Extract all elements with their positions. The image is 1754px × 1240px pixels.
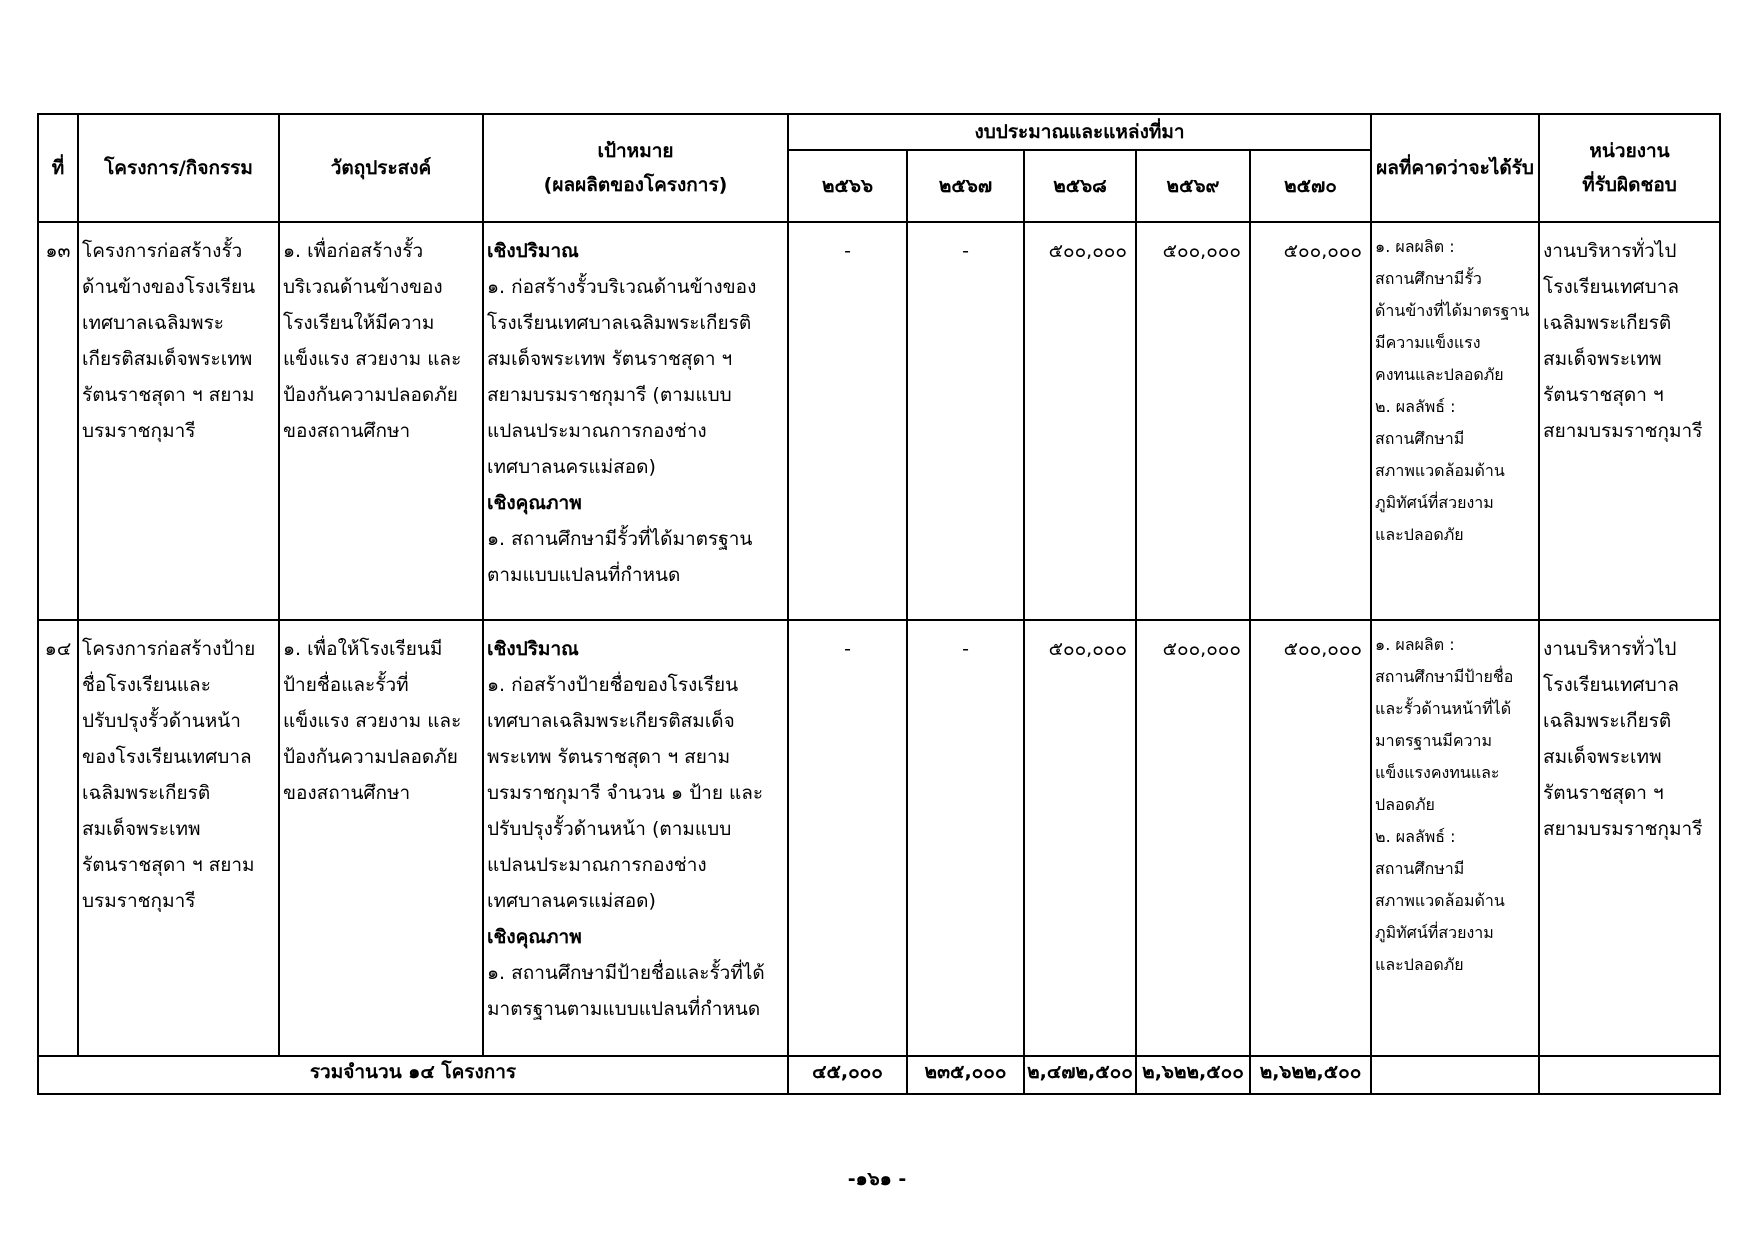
total-row [38, 1056, 1720, 1094]
text-line: งานบริหารทั่วไป [1543, 240, 1677, 262]
row-number: ๑๔ [38, 620, 78, 1056]
text-line: ชื่อโรงเรียนและ [82, 674, 211, 696]
text-line: พระเทพ รัตนราชสุดา ฯ สยาม [487, 746, 731, 768]
project-name [78, 222, 279, 620]
text-line: มาตรฐานมีความ [1375, 731, 1493, 750]
text-line: ป้องกันความปลอดภัย [283, 746, 458, 768]
header-budget: งบประมาณและแหล่งที่มา [788, 114, 1371, 150]
text-line: รัตนราชสุดา ฯ [1543, 782, 1664, 804]
text-line: ป้ายชื่อและรั้วที่ [283, 674, 409, 696]
text-line: ๑. เพื่อให้โรงเรียนมี [283, 638, 443, 660]
quality-heading: เชิงคุณภาพ [487, 492, 582, 514]
header-year: ๒๕๗๐ [1250, 150, 1371, 222]
text-line: ปรับปรุงรั้วด้านหน้า (ตามแบบ [487, 818, 732, 840]
budget-cell: - [788, 620, 907, 1056]
budget-cell: - [907, 222, 1024, 620]
text-line: ๒. ผลลัพธ์ : [1375, 397, 1456, 416]
row-number: ๑๓ [38, 222, 78, 620]
header-expected: ผลที่คาดว่าจะได้รับ [1371, 114, 1539, 222]
header-objective: วัตถุประสงค์ [279, 114, 483, 222]
header-project: โครงการ/กิจกรรม [78, 114, 279, 222]
expected-result [1371, 222, 1539, 620]
text-line: ตามแบบแปลนที่กำหนด [487, 564, 681, 586]
text-line: บรมราชกุมารี [82, 420, 196, 442]
text-line: ๑. ก่อสร้างป้ายชื่อของโรงเรียน [487, 674, 739, 696]
text-line: เทศบาลนครแม่สอด) [487, 456, 656, 478]
header-target [483, 114, 788, 222]
text-line: เทศบาลนครแม่สอด) [487, 890, 656, 912]
total-value: ๔๕,๐๐๐ [788, 1056, 907, 1094]
header-no: ที่ [38, 114, 78, 222]
target [483, 222, 788, 620]
budget-cell: ๕๐๐,๐๐๐ [1136, 620, 1250, 1056]
text-line: ๑. สถานศึกษามีรั้วที่ได้มาตรฐาน [487, 528, 753, 550]
text-line: คงทนและปลอดภัย [1375, 365, 1504, 384]
quantity-heading: เชิงปริมาณ [487, 638, 579, 660]
text-line: แข็งแรง สวยงาม และ [283, 348, 462, 370]
text-line: แข็งแรงคงทนและ [1375, 763, 1500, 782]
target [483, 620, 788, 1056]
responsible-unit [1539, 620, 1720, 1056]
text-line: สยามบรมราชกุมารี (ตามแบบ [487, 384, 732, 406]
text-line: สถานศึกษามี [1375, 859, 1465, 878]
text-line: โรงเรียนให้มีความ [283, 312, 435, 334]
total-value: ๒,๖๒๒,๕๐๐ [1136, 1056, 1250, 1094]
text-line: เทศบาลเฉลิมพระ [82, 312, 224, 334]
budget-cell: ๕๐๐,๐๐๐ [1250, 222, 1371, 620]
text-line: สถานศึกษามี [1375, 429, 1465, 448]
text-line: เฉลิมพระเกียรติ [1543, 312, 1672, 334]
text-line: ๑. ก่อสร้างรั้วบริเวณด้านข้างของ [487, 276, 757, 298]
text-line: ป้องกันความปลอดภัย [283, 384, 458, 406]
text-line: ๒. ผลลัพธ์ : [1375, 827, 1456, 846]
text-line: แปลนประมาณการกองช่าง [487, 420, 707, 442]
header-year: ๒๕๖๖ [788, 150, 907, 222]
header-unit-line1: หน่วยงาน [1589, 140, 1670, 162]
budget-cell: - [788, 222, 907, 620]
expected-result [1371, 620, 1539, 1056]
header-year: ๒๕๖๙ [1136, 150, 1250, 222]
responsible-unit [1539, 222, 1720, 620]
total-value: ๒๓๕,๐๐๐ [907, 1056, 1024, 1094]
text-line: โครงการก่อสร้างรั้ว [82, 240, 243, 262]
quality-heading: เชิงคุณภาพ [487, 926, 582, 948]
header-target-line1: เป้าหมาย [597, 140, 674, 162]
text-line: เทศบาลเฉลิมพระเกียรติสมเด็จ [487, 710, 735, 732]
header-year: ๒๕๖๗ [907, 150, 1024, 222]
text-line: งานบริหารทั่วไป [1543, 638, 1677, 660]
total-label: รวมจำนวน ๑๔ โครงการ [38, 1056, 788, 1094]
text-line: และปลอดภัย [1375, 525, 1464, 544]
page-number: -๑๖๑ - [847, 1168, 907, 1190]
table-row [38, 222, 1720, 620]
text-line: และปลอดภัย [1375, 955, 1464, 974]
text-line: สมเด็จพระเทพ รัตนราชสุดา ฯ [487, 348, 733, 370]
text-line: รัตนราชสุดา ฯ สยาม [82, 854, 255, 876]
header-target-line2: (ผลผลิตของโครงการ) [543, 174, 728, 196]
budget-cell: ๕๐๐,๐๐๐ [1250, 620, 1371, 1056]
text-line: ปรับปรุงรั้วด้านหน้า [82, 710, 241, 732]
budget-cell: - [907, 620, 1024, 1056]
text-line: สถานศึกษามีรั้ว [1375, 269, 1482, 288]
text-line: ด้านข้างที่ได้มาตรฐาน [1375, 301, 1530, 320]
text-line: รัตนราชสุดา ฯ [1543, 384, 1664, 406]
text-line: สถานศึกษามีป้ายชื่อ [1375, 667, 1514, 686]
budget-cell: ๕๐๐,๐๐๐ [1024, 620, 1136, 1056]
text-line: เฉลิมพระเกียรติ [82, 782, 211, 804]
quantity-heading: เชิงปริมาณ [487, 240, 579, 262]
total-empty-cell [1539, 1056, 1720, 1094]
text-line: สมเด็จพระเทพ [1543, 746, 1662, 768]
objective [279, 222, 483, 620]
project-name [78, 620, 279, 1056]
objective [279, 620, 483, 1056]
total-value: ๒,๔๗๒,๕๐๐ [1024, 1056, 1136, 1094]
text-line: สภาพแวดล้อมด้าน [1375, 461, 1505, 480]
text-line: รัตนราชสุดา ฯ สยาม [82, 384, 255, 406]
text-line: ของโรงเรียนเทศบาล [82, 746, 252, 768]
total-empty-cell [1371, 1056, 1539, 1094]
header-unit [1539, 114, 1720, 222]
text-line: สมเด็จพระเทพ [82, 818, 201, 840]
table-row [38, 620, 1720, 1056]
text-line: สยามบรมราชกุมารี [1543, 420, 1703, 442]
text-line: เฉลิมพระเกียรติ [1543, 710, 1672, 732]
text-line: โรงเรียนเทศบาลเฉลิมพระเกียรติ [487, 312, 752, 334]
text-line: โรงเรียนเทศบาล [1543, 674, 1679, 696]
project-plan-table [37, 113, 1721, 1095]
header-row-1 [38, 114, 1720, 150]
text-line: ๑. ผลผลิต : [1375, 237, 1455, 256]
text-line: บรมราชกุมารี [82, 890, 196, 912]
budget-cell: ๕๐๐,๐๐๐ [1136, 222, 1250, 620]
text-line: และรั้วด้านหน้าที่ได้ [1375, 699, 1512, 718]
text-line: ๑. สถานศึกษามีป้ายชื่อและรั้วที่ได้ [487, 962, 765, 984]
text-line: สภาพแวดล้อมด้าน [1375, 891, 1505, 910]
text-line: แข็งแรง สวยงาม และ [283, 710, 462, 732]
text-line: ๑. ผลผลิต : [1375, 635, 1455, 654]
text-line: ๑. เพื่อก่อสร้างรั้ว [283, 240, 424, 262]
text-line: บริเวณด้านข้างของ [283, 276, 443, 298]
text-line: ของสถานศึกษา [283, 420, 411, 442]
budget-cell: ๕๐๐,๐๐๐ [1024, 222, 1136, 620]
header-unit-line2: ที่รับผิดชอบ [1582, 174, 1677, 196]
text-line: แปลนประมาณการกองช่าง [487, 854, 707, 876]
text-line: มาตรฐานตามแบบแปลนที่กำหนด [487, 998, 761, 1020]
text-line: ปลอดภัย [1375, 795, 1435, 814]
text-line: ภูมิทัศน์ที่สวยงาม [1375, 493, 1494, 512]
text-line: เกียรติสมเด็จพระเทพ [82, 348, 253, 370]
text-line: ของสถานศึกษา [283, 782, 411, 804]
text-line: ด้านข้างของโรงเรียน [82, 276, 256, 298]
text-line: สมเด็จพระเทพ [1543, 348, 1662, 370]
text-line: บรมราชกุมารี จำนวน ๑ ป้าย และ [487, 782, 764, 804]
text-line: มีความแข็งแรง [1375, 333, 1481, 352]
header-year: ๒๕๖๘ [1024, 150, 1136, 222]
total-value: ๒,๖๒๒,๕๐๐ [1250, 1056, 1371, 1094]
text-line: ภูมิทัศน์ที่สวยงาม [1375, 923, 1494, 942]
text-line: โครงการก่อสร้างป้าย [82, 638, 256, 660]
text-line: โรงเรียนเทศบาล [1543, 276, 1679, 298]
text-line: สยามบรมราชกุมารี [1543, 818, 1703, 840]
